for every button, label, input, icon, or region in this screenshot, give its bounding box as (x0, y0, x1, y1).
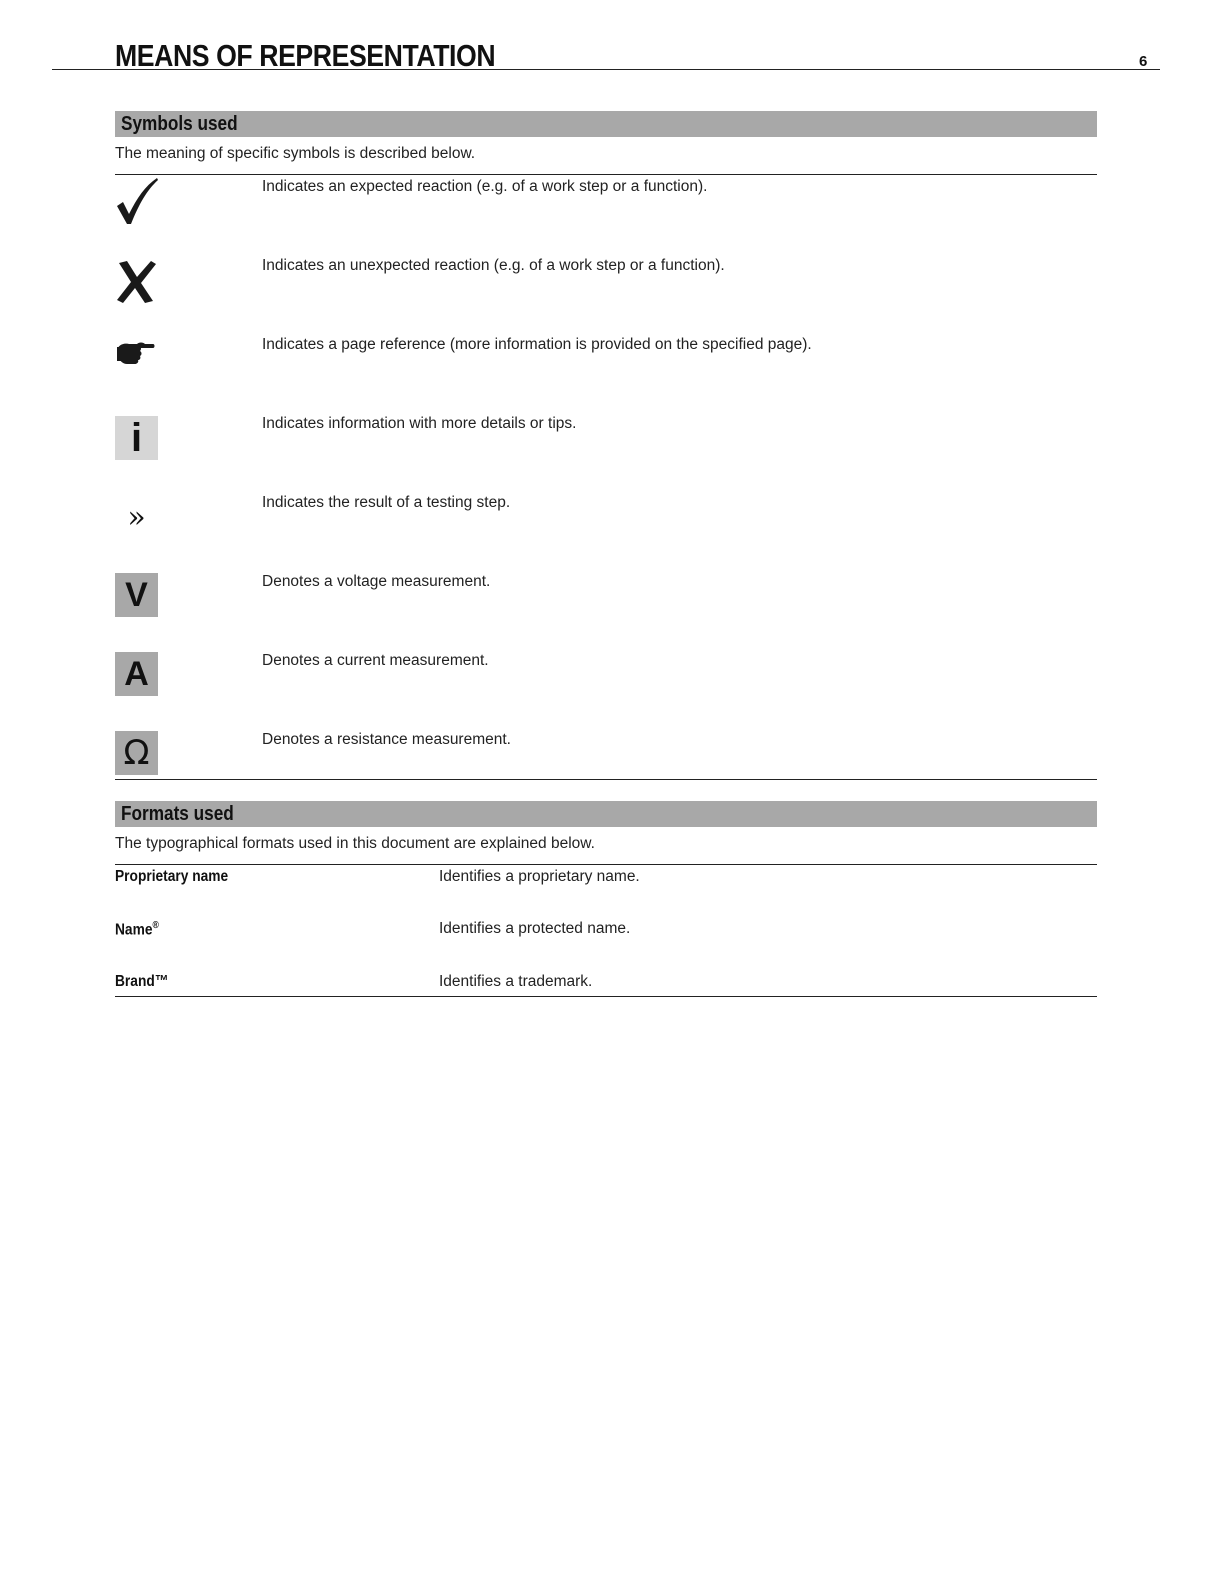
divider (115, 174, 1097, 175)
check-icon (115, 176, 159, 236)
symbol-row-resistance (115, 729, 1097, 808)
voltage-icon: V (115, 573, 158, 617)
format-term: Brand™ (115, 973, 169, 990)
format-description: Identifies a proprietary name. (439, 868, 640, 885)
format-term: Proprietary name (115, 868, 229, 885)
symbol-row-voltage (115, 571, 1097, 650)
format-row-proprietary (115, 866, 1097, 918)
resistance-icon: Ω (115, 731, 158, 775)
format-description: Identifies a protected name. (439, 920, 631, 937)
pointing-hand-icon (115, 338, 159, 398)
symbol-row-unexpected (115, 255, 1097, 334)
symbol-row-result (115, 492, 1097, 571)
cross-icon (115, 259, 159, 319)
registered-mark: ® (152, 920, 159, 931)
symbol-description: Indicates an expected reaction (e.g. of a work step or a function). (262, 178, 708, 195)
symbol-description: Indicates information with more details or tips. (262, 415, 577, 432)
symbol-row-expected (115, 176, 1097, 255)
symbols-section-heading: Symbols used (121, 113, 238, 135)
page-title: MEANS OF REPRESENTATION (115, 38, 496, 73)
symbols-section-heading-bar (115, 111, 1097, 137)
page-number: 6 (1139, 53, 1148, 70)
symbol-description: Indicates an unexpected reaction (e.g. of a work step or a function). (262, 257, 725, 274)
symbol-row-page-reference (115, 334, 1097, 413)
divider (115, 996, 1097, 997)
formats-intro: The typographical formats used in this document are explained below. (115, 835, 595, 852)
symbol-description: Indicates a page reference (more information is provided on the specified page). (262, 336, 812, 353)
divider (115, 864, 1097, 865)
current-icon: A (115, 652, 158, 696)
divider (115, 779, 1097, 780)
formats-section-heading: Formats used (121, 803, 234, 825)
symbol-row-info (115, 413, 1097, 492)
format-row-protected (115, 918, 1097, 970)
formats-section-heading-bar (115, 801, 1097, 827)
format-term: Name® (115, 920, 159, 939)
format-row-trademark (115, 971, 1097, 1023)
result-arrow-icon: » (127, 499, 146, 535)
symbol-description: Denotes a current measurement. (262, 652, 489, 669)
symbols-intro: The meaning of specific symbols is described below. (115, 145, 476, 162)
page-header (52, 36, 1160, 73)
symbol-description: Denotes a voltage measurement. (262, 573, 491, 590)
info-icon: i (115, 416, 158, 460)
symbol-description: Indicates the result of a testing step. (262, 494, 511, 511)
symbol-description: Denotes a resistance measurement. (262, 731, 511, 748)
format-description: Identifies a trademark. (439, 973, 593, 990)
symbol-row-current (115, 650, 1097, 729)
